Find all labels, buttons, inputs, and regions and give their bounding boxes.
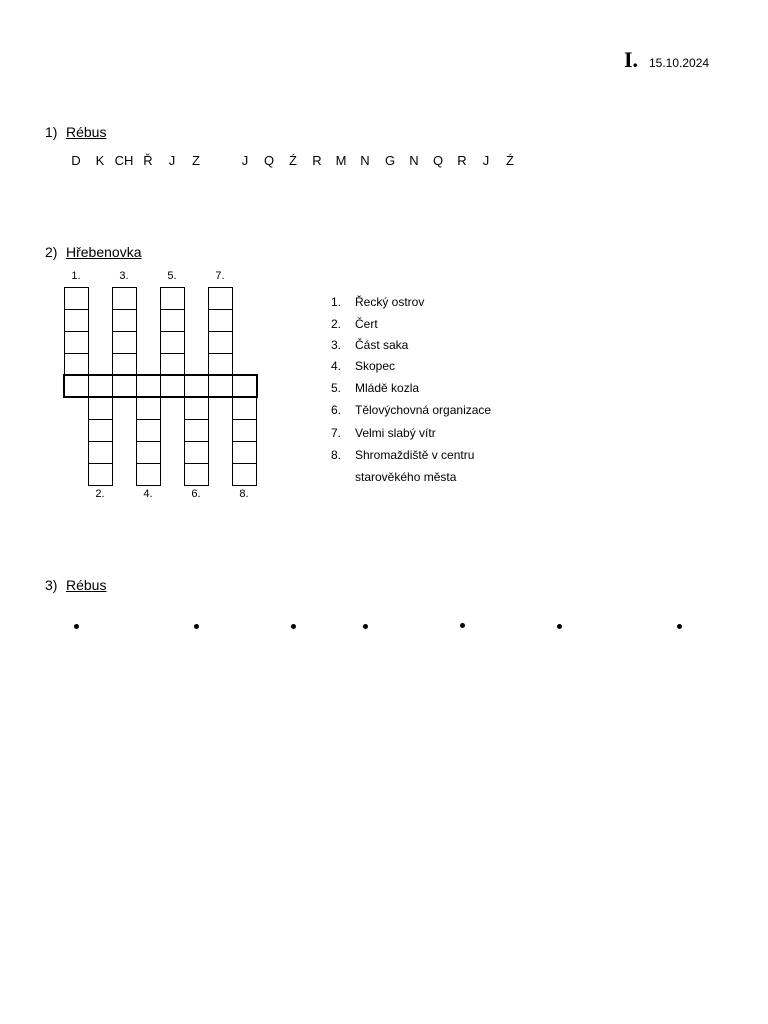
rebus-letter: Ź [506,153,514,168]
rebus-dot [557,624,562,629]
grid-cell[interactable] [184,419,209,442]
column-number-top: 3. [119,270,129,282]
clue-text: Tělovýchovná organizace [355,403,492,417]
rebus-letter: Ź [289,153,297,168]
rebus-letter: R [457,153,467,168]
section1-title: Rébus [66,124,107,140]
rebus-letter: J [168,153,176,168]
grid-cell[interactable] [88,441,113,464]
rebus-letter: Z [192,153,200,168]
rebus-dot [677,624,682,629]
clue-number: 4. [330,359,341,373]
grid-cell[interactable] [208,309,233,332]
grid-cell[interactable] [184,441,209,464]
section3-number: 3) [45,577,58,593]
grid-cell[interactable] [160,353,185,376]
column-number-bottom: 4. [143,488,153,500]
grid-cell[interactable] [160,287,185,310]
grid-cell[interactable] [208,331,233,354]
grid-cell[interactable] [208,353,233,376]
clue-text: Skopec [355,359,396,373]
grid-cell[interactable] [160,309,185,332]
roman-numeral: I. [624,47,639,72]
rebus-letter: Q [432,153,444,168]
solution-row-outline [63,374,258,398]
grid-cell[interactable] [112,309,137,332]
rebus-letter: Q [263,153,275,168]
column-number-bottom: 6. [191,488,201,500]
column-number-top: 1. [71,270,81,282]
clue-text: Část saka [355,338,409,352]
rebus-letter: D [71,153,81,168]
grid-cell[interactable] [232,397,257,420]
clue-number: 1. [330,295,341,309]
clue-number: 8. [330,448,341,462]
clue-number: 5. [330,381,341,395]
date: 15.10.2024 [649,56,710,70]
grid-cell[interactable] [184,463,209,486]
section2-title: Hřebenovka [66,244,142,260]
column-number-top: 5. [167,270,177,282]
rebus-letter: R [312,153,322,168]
grid-cell[interactable] [136,397,161,420]
rebus-dot [460,623,465,628]
rebus-letter: N [360,153,370,168]
section2-number: 2) [45,244,58,260]
clue-number: 7. [330,426,341,440]
column-number-bottom: 8. [239,488,249,500]
rebus-dot [194,624,199,629]
section3-title: Rébus [66,577,107,593]
clue-number: 3. [330,338,341,352]
grid-cell[interactable] [184,397,209,420]
grid-cell[interactable] [160,331,185,354]
grid-cell[interactable] [64,309,89,332]
grid-cell[interactable] [232,441,257,464]
rebus-letter: G [384,153,396,168]
grid-cell[interactable] [112,331,137,354]
clue-text: Shromaždiště v centru [355,448,475,462]
grid-cell[interactable] [64,331,89,354]
rebus-letter: Ř [143,153,153,168]
clue-text: starověkého města [355,470,457,484]
rebus-dot [363,624,368,629]
grid-cell[interactable] [88,463,113,486]
grid-cell[interactable] [88,397,113,420]
grid-cell[interactable] [112,353,137,376]
rebus-letter: M [335,153,347,168]
rebus-letter: J [482,153,490,168]
clue-number: 2. [330,317,341,331]
grid-cell[interactable] [64,353,89,376]
rebus-letter: K [95,153,105,168]
rebus-shapes [0,600,768,650]
rebus-letter: J [241,153,249,168]
grid-cell[interactable] [136,419,161,442]
grid-cell[interactable] [232,463,257,486]
grid-cell[interactable] [112,287,137,310]
grid-cell[interactable] [136,463,161,486]
grid-cell[interactable] [88,419,113,442]
grid-cell[interactable] [64,287,89,310]
grid-cell[interactable] [208,287,233,310]
grid-cell[interactable] [232,419,257,442]
clue-text: Mládě kozla [355,381,420,395]
clue-text: Čert [355,317,378,331]
rebus-dot [291,624,296,629]
clue-text: Velmi slabý vítr [355,426,436,440]
clue-text: Řecký ostrov [355,295,425,309]
column-number-top: 7. [215,270,225,282]
column-number-bottom: 2. [95,488,105,500]
rebus-letter: CH [114,153,134,168]
section1-number: 1) [45,124,58,140]
rebus-dot [74,624,79,629]
grid-cell[interactable] [136,441,161,464]
rebus-letter: N [409,153,419,168]
clue-number: 6. [330,403,341,417]
